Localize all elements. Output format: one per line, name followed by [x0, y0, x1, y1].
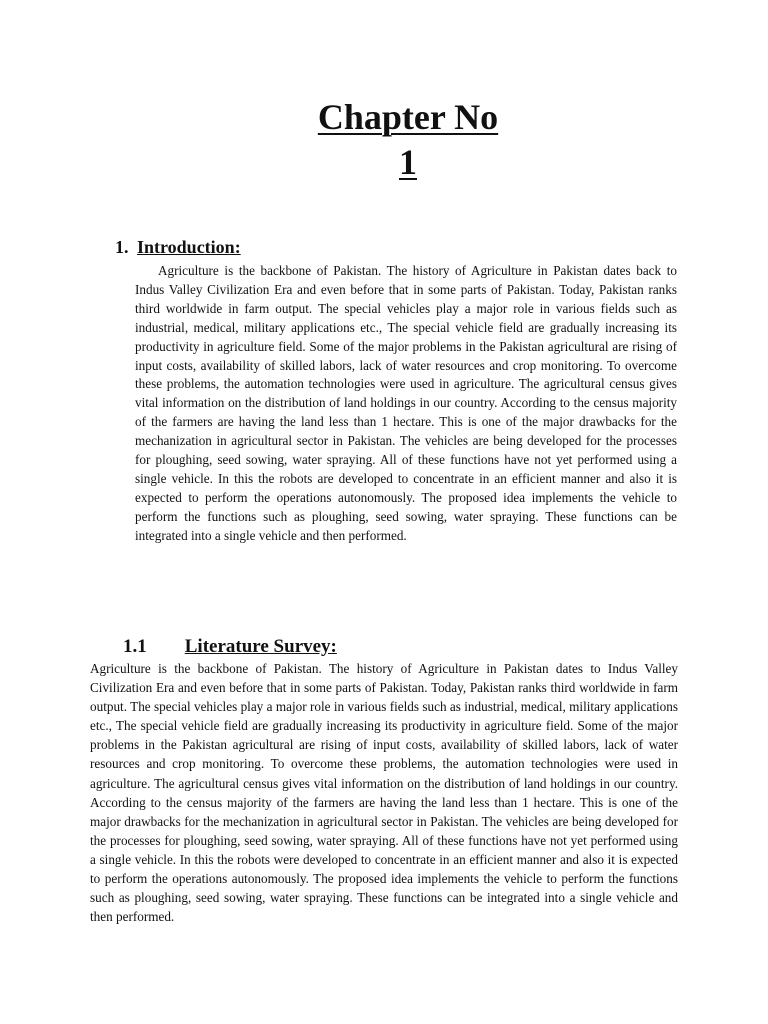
introduction-heading-text: Introduction:: [137, 237, 241, 257]
introduction-heading: [115, 235, 241, 259]
literature-survey-paragraph: Agriculture is the backbone of Pakistan. The history of Agriculture in Pakistan dates to Indus Valley Civilization Era and even before that in some parts of Pakistan. Today, Pakistan ranks third worldwide in farm output. The special vehicles play a major role in various fields such as industrial, medical, military applications etc., The special vehicle field are gradually increasing its productivity in agriculture field. Some of the major problems in the Pakistan agricultural are rising of input costs, availability of skilled labors, lack of water resources and crop monitoring. To overcome these problems, the automation technologies were used in agriculture. The agricultural census gives vital information on the distribution of land holdings in our country. According to the census majority of the farmers are having the land less than 1 hectare. This is one of the major drawbacks for the mechanization in agricultural sector in Pakistan. The vehicles are being developed for the processes for ploughing, seed sowing, water spraying. All of these functions have not yet performed using a single vehicle. In this the robots were developed to concentrate in an efficient manner and also it is expected to perform the operations autonomously. The proposed idea implements the vehicle to perform the functions such as ploughing, seed sowing, water spraying. These functions can be integrated into a single vehicle and then performed.: [90, 661, 678, 925]
introduction-heading-number: 1.: [115, 237, 129, 257]
introduction-paragraph: Agriculture is the backbone of Pakistan. The history of Agriculture in Pakistan dates back to Indus Valley Civilization Era and even before that in some parts of Pakistan. Today, Pakistan ranks third worldwide in farm output. The special vehicles play a major role in various fields such as industrial, medical, military applications etc., The special vehicle field are gradually increasing its productivity in agriculture field. Some of the major problems in the Pakistan agricultural are rising of input costs, availability of skilled labors, lack of water resources and crop monitoring. To overcome these problems, the automation technologies were used in agriculture. The agricultural census gives vital information on the distribution of land holdings in our country. According to the census majority of the farmers are having the land less than 1 hectare. This is one of the major drawbacks for the mechanization in agricultural sector in Pakistan. The vehicles are being developed for the processes for ploughing, seed sowing, water spraying. All of these functions have not yet performed using a single vehicle. In this the robots are developed to concentrate in an efficient manner and also it is expected to perform the operations autonomously. The proposed idea implements the vehicle to perform the functions such as ploughing, seed sowing, water spraying. These functions can be integrated into a single vehicle and then performed.: [135, 263, 677, 543]
literature-survey-heading-text: Literature Survey:: [184, 636, 337, 657]
chapter-number: 1: [399, 142, 417, 182]
chapter-title: Chapter No: [317, 97, 499, 137]
literature-survey-heading-number: 1.1: [123, 636, 147, 657]
literature-survey-heading: [123, 634, 337, 660]
